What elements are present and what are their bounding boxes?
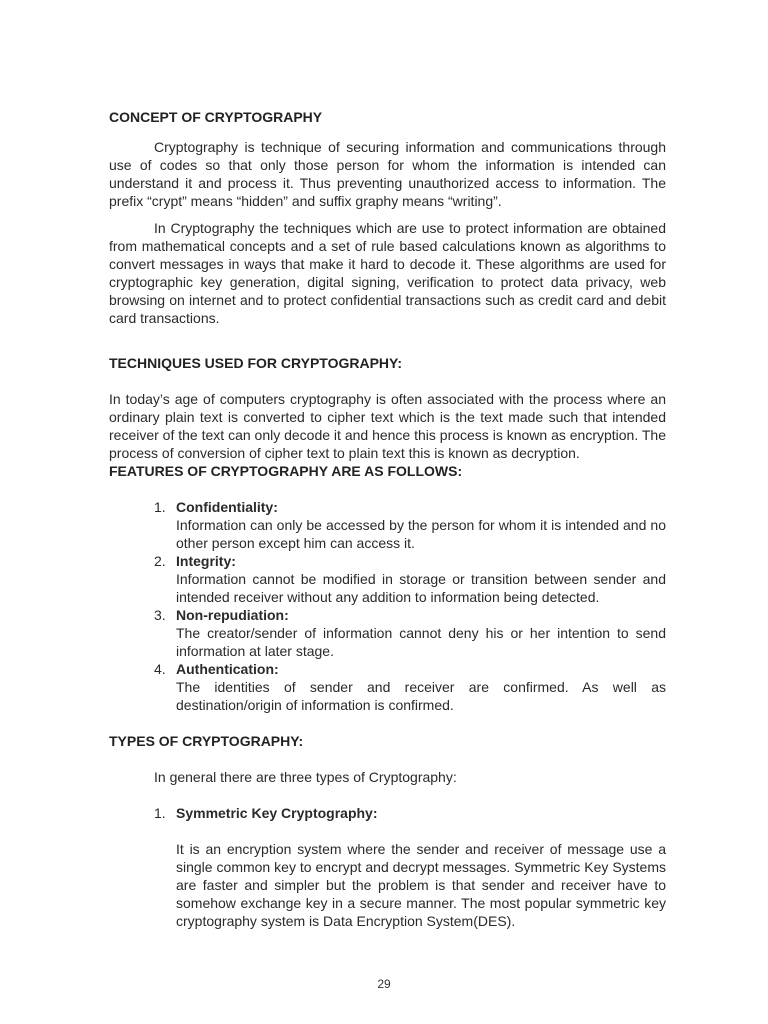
types-list — [154, 804, 666, 930]
list-item-title: Confidentiality: — [176, 499, 278, 515]
list-item-title: Non-repudiation: — [176, 607, 289, 623]
features-list — [154, 498, 666, 714]
list-number: 1. — [154, 499, 166, 515]
list-item-confidentiality — [154, 498, 666, 552]
list-item-text: Information can only be accessed by the person for whom it is intended and no other person except him can access it. — [176, 517, 666, 551]
document-page — [109, 108, 666, 930]
list-number: 4. — [154, 661, 166, 677]
list-item-text: Information cannot be modified in storage or transition between sender and intended receiver without any addition to information being detected. — [176, 571, 666, 605]
list-item-text: The identities of sender and receiver are confirmed. As well as destination/origin of information is confirmed. — [176, 679, 666, 713]
list-item-non-repudiation — [154, 606, 666, 660]
list-item-title: Integrity: — [176, 553, 236, 569]
paragraph-concept-2: In Cryptography the techniques which are use to protect information are obtained from mathematical concepts and a set of rule based calculations known as algorithms to convert messages in ways that make it hard to decode it. These algorithms are used for cryptographic key generation, digital signing, verification to protect data privacy, web browsing on internet and to protect confidential transactions such as credit card and debit card transactions. — [109, 220, 666, 326]
list-number: 2. — [154, 553, 166, 569]
list-item-integrity — [154, 552, 666, 606]
list-item-symmetric-key — [154, 804, 666, 930]
list-item-title: Symmetric Key Cryptography: — [176, 805, 378, 821]
list-item-text: The creator/sender of information cannot deny his or her intention to send information at later stage. — [176, 625, 666, 659]
paragraph-concept-1: Cryptography is technique of securing information and communications through use of codes so that only those person for whom the information is intended can understand it and process it. Thus preventing unauthorized access to information. The prefix “crypt” means “hidden” and suffix graphy means “writing”. — [109, 139, 666, 209]
list-item-text: It is an encryption system where the sender and receiver of message use a single common key to encrypt and decrypt messages. Symmetric Key Systems are faster and simpler but the problem is that sender and receiver have to somehow exchange key in a secure manner. The most popular symmetric key cryptography system is Data Encryption System(DES). — [176, 841, 666, 929]
paragraph-techniques: In today’s age of computers cryptography is often associated with the process where an ordinary plain text is converted to cipher text which is the text made such that intended receiver of the text can only decode it and hence this process is known as encryption. The process of conversion of cipher text to plain text this is known as decryption. — [109, 391, 666, 461]
heading-features: FEATURES OF CRYPTOGRAPHY ARE AS FOLLOWS: — [109, 463, 463, 479]
list-number: 1. — [154, 805, 166, 821]
paragraph-types-intro: In general there are three types of Cryptography: — [154, 769, 457, 785]
heading-types: TYPES OF CRYPTOGRAPHY: — [109, 733, 304, 749]
page-number: 29 — [377, 977, 391, 991]
list-number: 3. — [154, 607, 166, 623]
list-item-title: Authentication: — [176, 661, 279, 677]
list-item-authentication — [154, 660, 666, 714]
heading-techniques: TECHNIQUES USED FOR CRYPTOGRAPHY: — [109, 355, 402, 371]
heading-concept: CONCEPT OF CRYPTOGRAPHY — [109, 109, 323, 125]
